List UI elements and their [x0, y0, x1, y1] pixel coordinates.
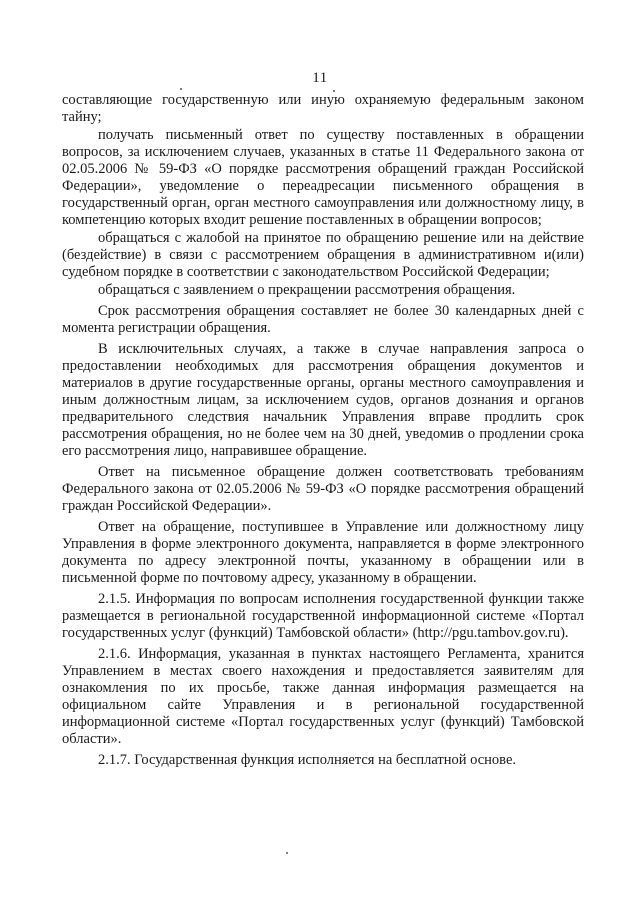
- paragraph: 2.1.7. Государственная функция исполняется на бесплатной основе.: [98, 752, 517, 768]
- paragraph: 2.1.5. Информация по вопросам исполнения государственной функции также размещается в региональной государственной информационной системе «Портал государственных услуг (функций) Тамбовской области» (http://pgu.tambov.gov.ru).: [62, 591, 584, 641]
- scan-speck: [180, 88, 182, 90]
- document-body: [62, 92, 584, 770]
- paragraph: обращаться с жалобой на принятое по обращению решение или на действие (бездействие) в связи с рассмотрением обращения в административном и(или) судебном порядке в соответствии с законодательством Российской Федерации;: [62, 230, 584, 280]
- paragraph: Ответ на письменное обращение должен соответствовать требованиям Федерального закона от 02.05.2006 № 59-ФЗ «О порядке рассмотрения обращений граждан Российской Федерации».: [62, 464, 584, 514]
- paragraph: получать письменный ответ по существу поставленных в обращении вопросов, за исключением случаев, указанных в статье 11 Федерального закона от 02.05.2006 № 59-ФЗ «О порядке рассмотрения обращений граждан Российской Федерации», уведомление о переадресации письменного обращения в государственный орган, орган местного самоуправления или должностному лицу, в компетенцию которых входит решение поставленных в обращении вопросов;: [62, 127, 584, 228]
- paragraph: обращаться с заявлением о прекращении рассмотрения обращения.: [98, 282, 516, 298]
- scan-speck: [286, 852, 288, 854]
- page-number: 11: [312, 70, 328, 86]
- paragraph: Срок рассмотрения обращения составляет не более 30 календарных дней с момента регистрации обращения.: [62, 303, 584, 336]
- paragraph: Ответ на обращение, поступившее в Управление или должностному лицу Управления в форме электронного документа, направляется в форме электронного документа по адресу электронной почты, указанному в обращении или в письменной форме по почтовому адресу, указанному в обращении.: [62, 519, 584, 586]
- paragraph: В исключительных случаях, а также в случае направления запроса о предоставлении необходимых для рассмотрения обращения документов и материалов в другие государственные органы, органы местного самоуправления и иным должностным лицам, за исключением судов, органов дознания и органов предварительного следствия начальник Управления вправе продлить срок рассмотрения обращения, но не более чем на 30 дней, уведомив о продлении срока его рассмотрения лицо, направившее обращение.: [62, 341, 584, 459]
- paragraph: составляющие государственную или иную охраняемую федеральным законом тайну;: [62, 92, 584, 125]
- paragraph: 2.1.6. Информация, указанная в пунктах настоящего Регламента, хранится Управлением в местах своего нахождения и предоставляется заявителям для ознакомления по их просьбе, также данная информация размещается на официальном сайте Управления и в региональной государственной информационной системе «Портал государственных услуг (функций) Тамбовской области».: [62, 646, 584, 747]
